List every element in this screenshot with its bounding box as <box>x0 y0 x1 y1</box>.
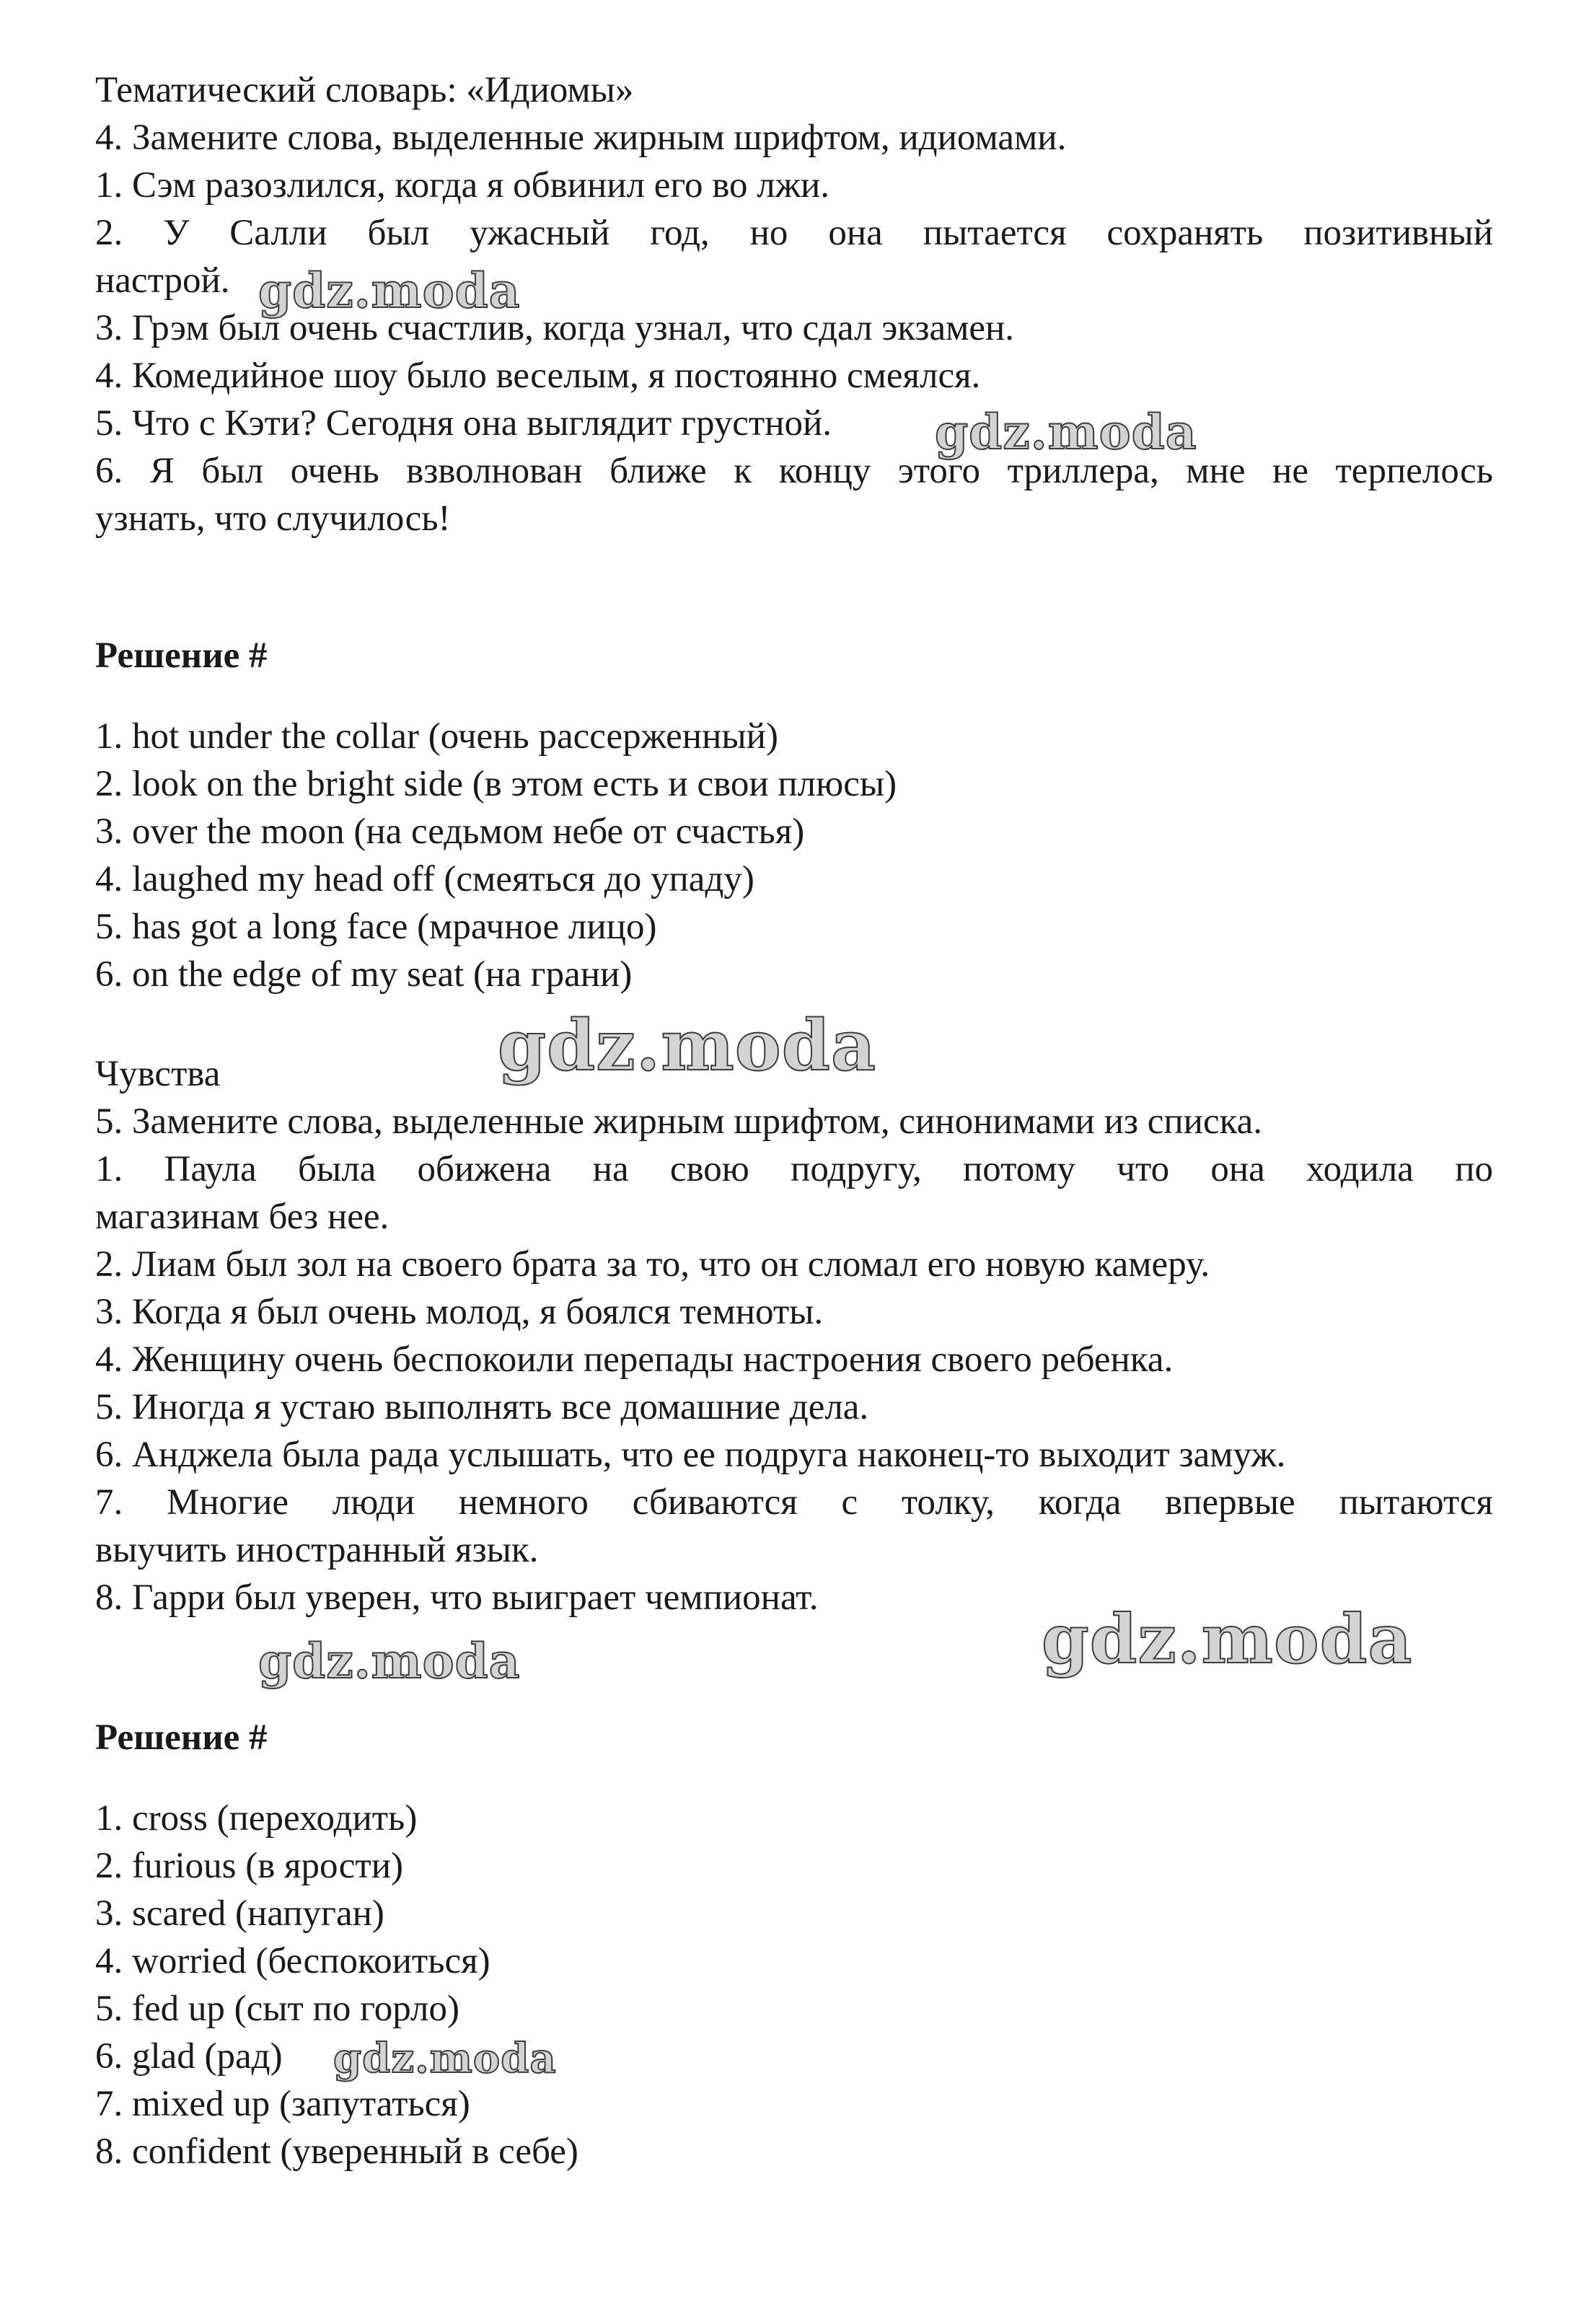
section1-item: 4. Комедийное шоу было веселым, я постоянно смеялся. <box>95 356 981 396</box>
section2-item: 8. Гарри был уверен, что выиграет чемпионат. <box>95 1577 819 1618</box>
answer-item: 6. on the edge of my seat (на грани) <box>95 954 633 995</box>
section2-item: 1. Паула была обижена на свою подругу, потому что она ходила по <box>95 1149 1493 1189</box>
section2-item: 7. Многие люди немного сбиваются с толку, когда впервые пытаются <box>95 1482 1493 1523</box>
watermark: gdz.moda <box>935 404 1197 460</box>
answer-item: 1. cross (переходить) <box>95 1798 418 1839</box>
section1-item: настрой. <box>95 260 230 301</box>
answer-item: 7. mixed up (запутаться) <box>95 2084 470 2124</box>
solution-heading: Решение # <box>95 635 268 676</box>
answer-item: 4. worried (беспокоиться) <box>95 1941 490 1981</box>
section2-title: Чувства <box>95 1054 221 1094</box>
section1-item: узнать, что случилось! <box>95 498 451 539</box>
watermark: gdz.moda <box>498 1005 877 1086</box>
section1-item: 5. Что с Кэти? Сегодня она выглядит грустной. <box>95 403 832 444</box>
answer-item: 2. look on the bright side (в этом есть и свои плюсы) <box>95 764 897 804</box>
answer-item: 3. scared (напуган) <box>95 1893 384 1934</box>
section1-item: 6. Я был очень взволнован ближе к концу этого триллера, мне не терпелось <box>95 451 1493 491</box>
answer-item: 5. has got a long face (мрачное лицо) <box>95 907 657 947</box>
section2-item: 2. Лиам был зол на своего брата за то, что он сломал его новую камеру. <box>95 1244 1210 1285</box>
section1-item: 1. Сэм разозлился, когда я обвинил его во лжи. <box>95 165 829 206</box>
watermark: gdz.moda <box>333 2035 557 2082</box>
watermark: gdz.moda <box>258 1633 521 1689</box>
section2-item: 6. Анджела была рада услышать, что ее подруга наконец-то выходит замуж. <box>95 1435 1286 1475</box>
section1-title: Тематический словарь: «Идиомы» <box>95 70 634 110</box>
answer-item: 1. hot under the collar (очень рассерженный) <box>95 716 778 757</box>
section1-item: 2. У Салли был ужасный год, но она пытается сохранять позитивный <box>95 213 1493 253</box>
section1-item: 3. Грэм был очень счастлив, когда узнал, что сдал экзамен. <box>95 308 1015 348</box>
section2-item: выучить иностранный язык. <box>95 1530 539 1570</box>
section2-item: магазинам без нее. <box>95 1197 389 1237</box>
answer-item: 3. over the moon (на седьмом небе от счастья) <box>95 811 805 852</box>
section2-item: 5. Иногда я устаю выполнять все домашние дела. <box>95 1387 869 1427</box>
answer-item: 5. fed up (сыт по горло) <box>95 1989 459 2029</box>
answer-item: 2. furious (в ярости) <box>95 1846 403 1886</box>
section2-item: 3. Когда я был очень молод, я боялся темноты. <box>95 1292 824 1332</box>
answer-item: 8. confident (уверенный в себе) <box>95 2131 578 2172</box>
watermark: gdz.moda <box>1042 1600 1413 1679</box>
section1-task: 4. Замените слова, выделенные жирным шрифтом, идиомами. <box>95 118 1067 158</box>
solution-heading: Решение # <box>95 1717 268 1758</box>
watermark: gdz.moda <box>258 263 521 319</box>
answer-item: 6. glad (рад) <box>95 2036 283 2077</box>
answer-item: 4. laughed my head off (смеяться до упаду) <box>95 859 754 899</box>
section2-item: 4. Женщину очень беспокоили перепады настроения своего ребенка. <box>95 1339 1174 1380</box>
section2-task: 5. Замените слова, выделенные жирным шрифтом, синонимами из списка. <box>95 1101 1263 1142</box>
